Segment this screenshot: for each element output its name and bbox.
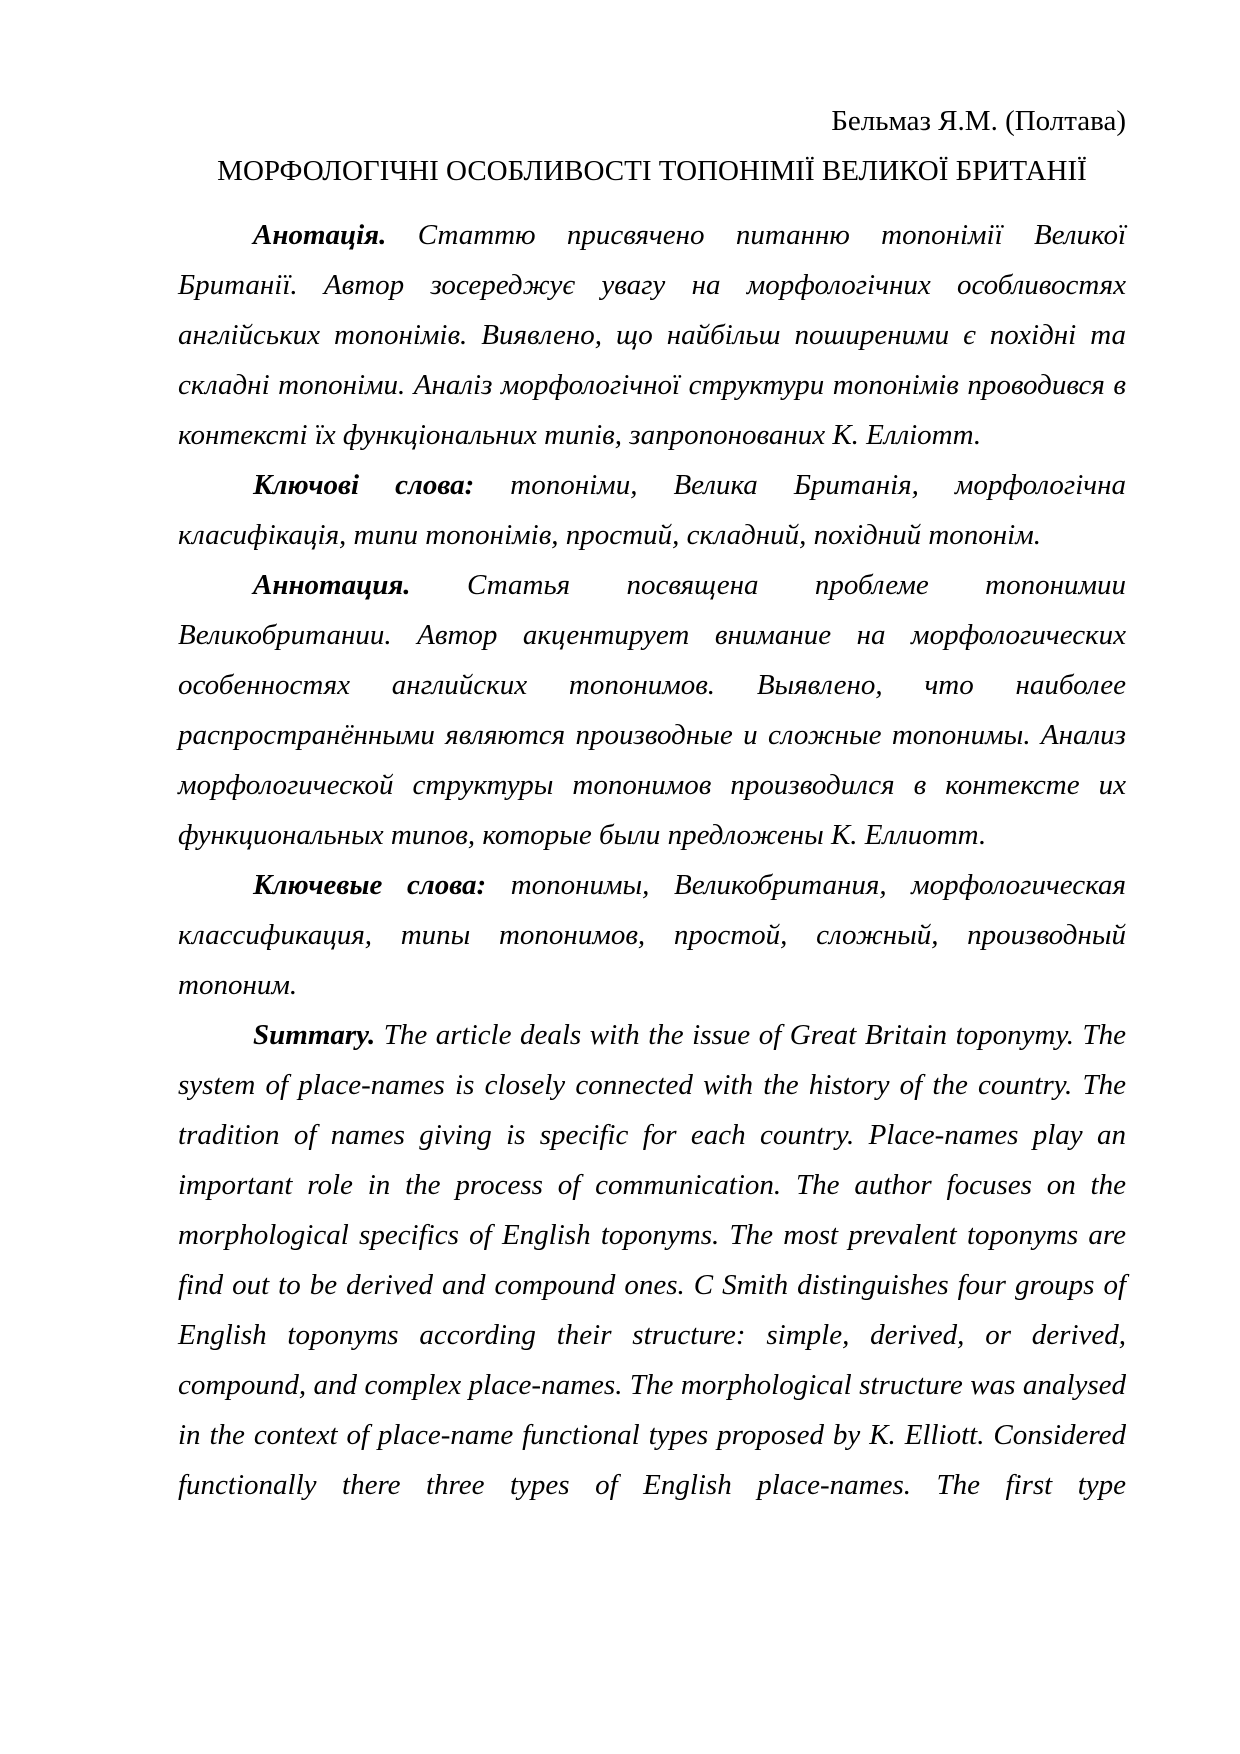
keywords-ua-text: топоніми, Велика Британія, морфологічна класифікація, типи топонімів, простий, складний, похідний топонім. bbox=[178, 469, 1127, 551]
annotation-ru-lead: Аннотация. bbox=[253, 569, 411, 601]
article-body bbox=[178, 210, 1126, 1510]
annotation-ru-paragraph bbox=[178, 560, 1126, 860]
annotation-ua-paragraph bbox=[178, 210, 1126, 460]
summary-en-text: The article deals with the issue of Great Britain toponymy. The system of place-names is closely connected with the history of the country. The tradition of names giving is specific for each country. Place-names play an important role in the process of communication. The author focuses on the morphological specifics of English toponyms. The most prevalent toponyms are find out to be derived and compound ones. C Smith distinguishes four groups of English toponyms according their structure: simple, derived, or derived, compound, and complex place-names. The morphological structure was analysed in the context of place-name functional types proposed by K. Elliott. Considered functionally there three types of English place-names. The first type bbox=[178, 1019, 1126, 1501]
keywords-ru-lead: Ключевые слова: bbox=[253, 869, 487, 901]
keywords-ua-paragraph bbox=[178, 460, 1126, 560]
keywords-ru-text: топонимы, Великобритания, морфологическая классификация, типы топонимов, простой, сложный, производный топоним. bbox=[178, 869, 1126, 1001]
article-title: МОРФОЛОГІЧНІ ОСОБЛИВОСТІ ТОПОНІМІЇ ВЕЛИКОЇ БРИТАНІЇ bbox=[217, 155, 1087, 187]
author-line: Бельмаз Я.М. (Полтава) bbox=[831, 105, 1126, 137]
keywords-ru-paragraph bbox=[178, 860, 1126, 1010]
keywords-ua-lead: Ключові слова: bbox=[253, 469, 475, 501]
annotation-ua-lead: Анотація. bbox=[253, 219, 387, 251]
annotation-ua-text: Статтю присвячено питанню топонімії Великої Британії. Автор зосереджує увагу на морфологічних особливостях англійських топонімів. Виявлено, що найбільш поширеними є похідні та складні топоніми. Аналіз морфологічної структури топонімів проводився в контексті їх функціональних типів, запропонованих К. Елліотт. bbox=[178, 219, 1126, 451]
annotation-ru-text: Статья посвящена проблеме топонимии Великобритании. Автор акцентирует внимание на морфологических особенностях английских топонимов. Выявлено, что наиболее распространёнными являются производные и сложные топонимы. Анализ морфологической структуры топонимов производился в контексте их функциональных типов, которые были предложены К. Еллиотт. bbox=[178, 569, 1126, 851]
summary-en-paragraph bbox=[178, 1010, 1126, 1510]
summary-en-lead: Summary. bbox=[253, 1019, 376, 1051]
